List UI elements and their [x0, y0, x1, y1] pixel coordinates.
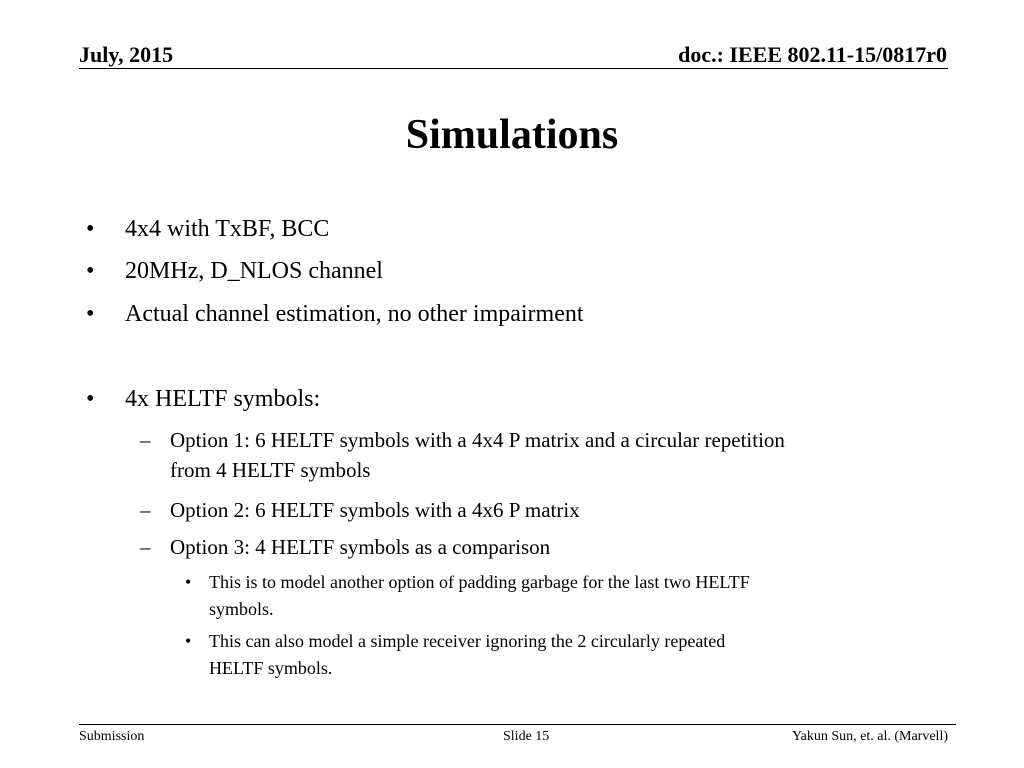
- footer-slide-number: Slide 15: [503, 729, 550, 744]
- bullet-estimation: Actual channel estimation, no other impairment: [125, 301, 584, 327]
- footer-submission: Submission: [79, 729, 145, 744]
- bullet-marker: •: [86, 216, 95, 242]
- bullet-channel: 20MHz, D_NLOS channel: [125, 258, 383, 284]
- header-doc-id: doc.: IEEE 802.11-15/0817r0: [678, 42, 947, 67]
- bullet-marker-small: •: [185, 631, 192, 651]
- bullet-marker-small: •: [185, 572, 192, 592]
- bullet-txbf: 4x4 with TxBF, BCC: [125, 216, 330, 242]
- dash-marker: –: [140, 428, 151, 452]
- dash-marker: –: [140, 498, 151, 522]
- header-date: July, 2015: [79, 42, 174, 67]
- sub-sub-bullet-padding-line-2: symbols.: [209, 599, 274, 619]
- footer-author: Yakun Sun, et. al. (Marvell): [791, 729, 948, 744]
- slide-title: Simulations: [405, 112, 619, 158]
- sub-bullet-option-1-line-1: Option 1: 6 HELTF symbols with a 4x4 P matrix and a circular repetition: [170, 428, 785, 452]
- sub-sub-bullet-padding-line-1: This is to model another option of padding garbage for the last two HELTF: [209, 572, 750, 592]
- footer-divider: [79, 724, 956, 725]
- bullet-marker: •: [86, 258, 95, 284]
- bullet-heltf: 4x HELTF symbols:: [125, 386, 321, 412]
- bullet-marker: •: [86, 301, 95, 327]
- sub-sub-bullet-receiver-line-1: This can also model a simple receiver ignoring the 2 circularly repeated: [209, 631, 726, 651]
- sub-bullet-option-1-line-2: from 4 HELTF symbols: [170, 458, 371, 482]
- sub-bullet-option-3: Option 3: 4 HELTF symbols as a comparison: [170, 535, 551, 559]
- dash-marker: –: [140, 535, 151, 559]
- sub-bullet-option-2: Option 2: 6 HELTF symbols with a 4x6 P matrix: [170, 498, 580, 522]
- sub-sub-bullet-receiver-line-2: HELTF symbols.: [209, 658, 333, 678]
- bullet-marker: •: [86, 386, 95, 412]
